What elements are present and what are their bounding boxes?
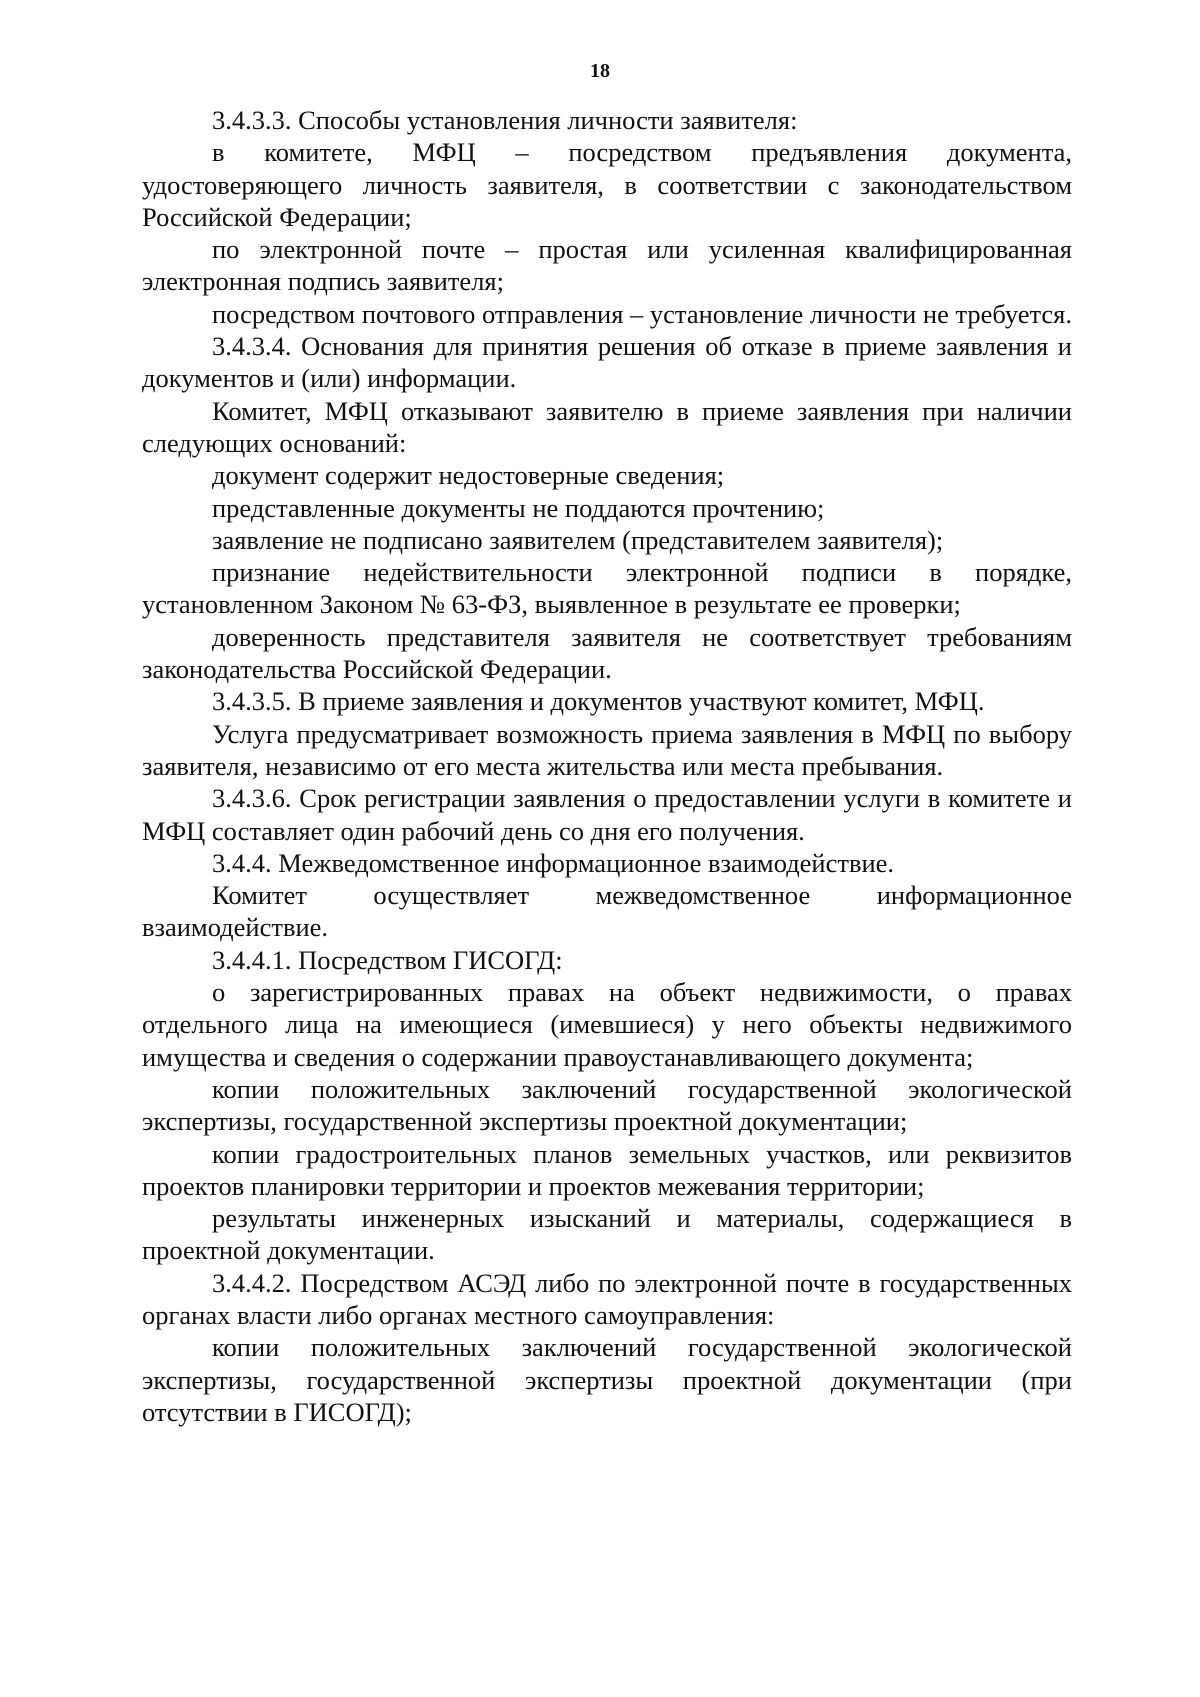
paragraph: признание недействительности электронной подписи в порядке, установленном Законом № 63-ФЗ, выявленное в результате ее проверки;	[142, 557, 1072, 620]
paragraph: документ содержит недостоверные сведения;	[212, 460, 725, 491]
paragraph: по электронной почте – простая или усиленная квалифицированная электронная подпись заявителя;	[142, 234, 1072, 297]
paragraph: доверенность представителя заявителя не соответствует требованиям законодательства Российской Федерации.	[142, 621, 1072, 685]
paragraph: заявление не подписано заявителем (представителем заявителя);	[212, 524, 944, 555]
paragraph: 3.4.4.2. Посредством АСЭД либо по электронной почте в государственных органах власти либо органах местного самоуправления:	[142, 1267, 1072, 1330]
paragraph: о зарегистрированных правах на объект недвижимости, о правах отдельного лица на имеющиеся (имевшиеся) у него объекты недвижимого имущества и сведения о содержании правоустанавливающего документа;	[142, 977, 1072, 1072]
paragraph: копии положительных заключений государственной экологической экспертизы, государственной экспертизы проектной документации;	[142, 1073, 1072, 1137]
paragraph: 3.4.3.5. В приеме заявления и документов участвуют комитет, МФЦ.	[212, 686, 985, 717]
page-number: 18	[590, 60, 610, 82]
paragraph: в комитете, МФЦ – посредством предъявления документа, удостоверяющего личность заявителя, в соответствии с законодательством Российской Федерации;	[142, 137, 1072, 232]
paragraph: копии положительных заключений государственной экологической экспертизы, государственной экспертизы проектной документации (при отсутствии в ГИСОГД);	[142, 1332, 1072, 1427]
paragraph: результаты инженерных изысканий и материалы, содержащиеся в проектной документации.	[142, 1203, 1072, 1266]
paragraph: 3.4.3.4. Основания для принятия решения об отказе в приеме заявления и документов и (или) информации.	[142, 331, 1072, 394]
paragraph: копии градостроительных планов земельных участков, или реквизитов проектов планировки территории и проектов межевания территории;	[142, 1138, 1072, 1201]
paragraph: 3.4.3.3. Способы установления личности заявителя:	[212, 105, 798, 135]
paragraph: посредством почтового отправления – установление личности не требуется.	[212, 298, 1072, 329]
document-body	[142, 104, 1072, 1428]
paragraph: Комитет, МФЦ отказывают заявителю в приеме заявления при наличии следующих оснований:	[142, 395, 1072, 458]
paragraph: Комитет осуществляет межведомственное информационное взаимодействие.	[142, 880, 1072, 943]
paragraph: 3.4.4. Межведомственное информационное взаимодействие.	[212, 847, 895, 878]
paragraph: 3.4.3.6. Срок регистрации заявления о предоставлении услуги в комитете и МФЦ составляет один рабочий день со дня его получения.	[142, 783, 1072, 846]
paragraph: Услуга предусматривает возможность приема заявления в МФЦ по выбору заявителя, независимо от его места жительства или места пребывания.	[142, 718, 1072, 781]
paragraph: представленные документы не поддаются прочтению;	[212, 492, 825, 523]
paragraph: 3.4.4.1. Посредством ГИСОГД:	[212, 944, 563, 975]
